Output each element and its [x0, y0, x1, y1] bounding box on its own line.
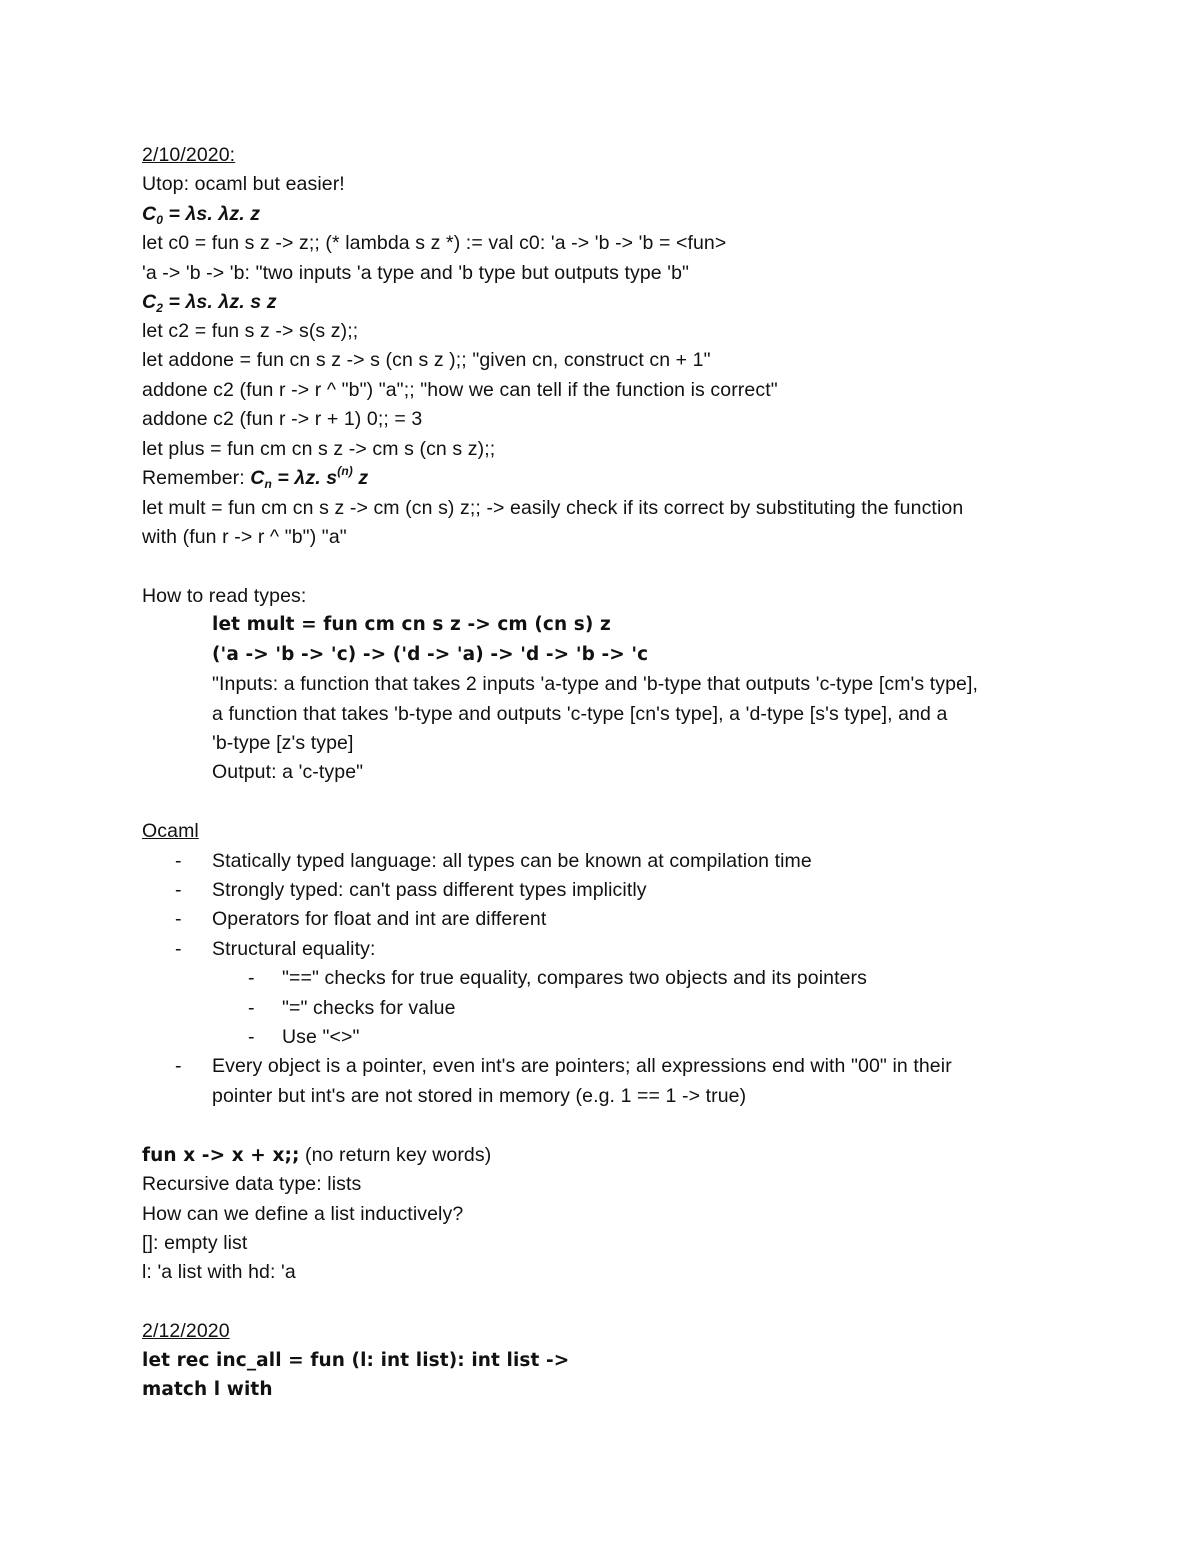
c2-definition: $C_2 = \lambda s$. λz. s z [142, 291, 277, 315]
fun-example: fun x -> x + x;; (no return key words) [142, 1144, 492, 1166]
bullet-dash: - [175, 879, 182, 901]
mult-definition: let mult = fun cm cn s z -> cm (cn s) z;; -> easily check if its correct by substituting the function [142, 497, 964, 519]
plus-definition: let plus = fun cm cn s z -> cm s (cn s z);; [142, 438, 496, 460]
date-heading-2: 2/12/2020 [142, 1320, 230, 1342]
c2-code: let c2 = fun s z -> s(s z);; [142, 320, 359, 342]
sub-bullet-dash: - [248, 1026, 255, 1048]
output-line: Output: a 'c-type" [212, 761, 364, 783]
sub-list-item: Use "<>" [282, 1026, 360, 1048]
list-item: Operators for float and int are different [212, 908, 547, 930]
list-item: Structural equality: [212, 938, 376, 960]
list-hd-note: l: 'a list with hd: 'a [142, 1261, 296, 1283]
match-code: match l with [142, 1379, 273, 1400]
utop-note: Utop: ocaml but easier! [142, 173, 345, 195]
mult-check-note: with (fun r -> r ^ "b") "a" [142, 526, 347, 548]
c0-definition: $C_0 = \lambda s$. λz. z [142, 203, 261, 227]
list-item-continued: pointer but int's are not stored in memory (e.g. 1 == 1 -> true) [212, 1085, 747, 1107]
recursive-type-note: Recursive data type: lists [142, 1173, 362, 1195]
bullet-dash: - [175, 850, 182, 872]
addone-test-int: addone c2 (fun r -> r + 1) 0;; = 3 [142, 408, 423, 430]
list-item: Statically typed language: all types can be known at compilation time [212, 850, 812, 872]
sub-bullet-dash: - [248, 967, 255, 989]
inc-all-code: let rec inc_all = fun (l: int list): int list -> [142, 1350, 570, 1371]
bullet-dash: - [175, 908, 182, 930]
sub-list-item: "==" checks for true equality, compares two objects and its pointers [282, 967, 867, 989]
ocaml-heading: Ocaml [142, 820, 199, 842]
bullet-dash: - [175, 938, 182, 960]
inputs-line-2: a function that takes 'b-type and outputs 'c-type [cn's type], a 'd-type [s's type], and a [212, 703, 948, 725]
empty-list-note: []: empty list [142, 1232, 248, 1254]
list-item: Every object is a pointer, even int's are pointers; all expressions end with "00" in their [212, 1055, 952, 1077]
bullet-dash: - [175, 1055, 182, 1077]
inputs-line-3: 'b-type [z's type] [212, 732, 354, 754]
mult-bold-code: let mult = fun cm cn s z -> cm (cn s) z [212, 614, 611, 635]
date-heading: 2/10/2020: [142, 144, 236, 166]
list-item: Strongly typed: can't pass different types implicitly [212, 879, 647, 901]
remember-cn: Remember: $C_n = \lambda z$. $s^{(n)}$ z [142, 464, 369, 491]
sub-bullet-dash: - [248, 997, 255, 1019]
types-heading: How to read types: [142, 585, 307, 607]
c0-code: let c0 = fun s z -> z;; (* lambda s z *) := val c0: 'a -> 'b -> 'b = <fun> [142, 232, 727, 254]
inductive-question: How can we define a list inductively? [142, 1203, 464, 1225]
c0-type-note: 'a -> 'b -> 'b: "two inputs 'a type and 'b type but outputs type 'b" [142, 262, 690, 284]
addone-test-string: addone c2 (fun r -> r ^ "b") "a";; "how we can tell if the function is correct" [142, 379, 778, 401]
sub-list-item: "=" checks for value [282, 997, 456, 1019]
inputs-line-1: "Inputs: a function that takes 2 inputs 'a-type and 'b-type that outputs 'c-type [cm's type], [212, 673, 979, 695]
mult-type-signature: ('a -> 'b -> 'c) -> ('d -> 'a) -> 'd -> 'b -> 'c [212, 644, 649, 665]
addone-definition: let addone = fun cn s z -> s (cn s z );; "given cn, construct cn + 1" [142, 349, 711, 371]
